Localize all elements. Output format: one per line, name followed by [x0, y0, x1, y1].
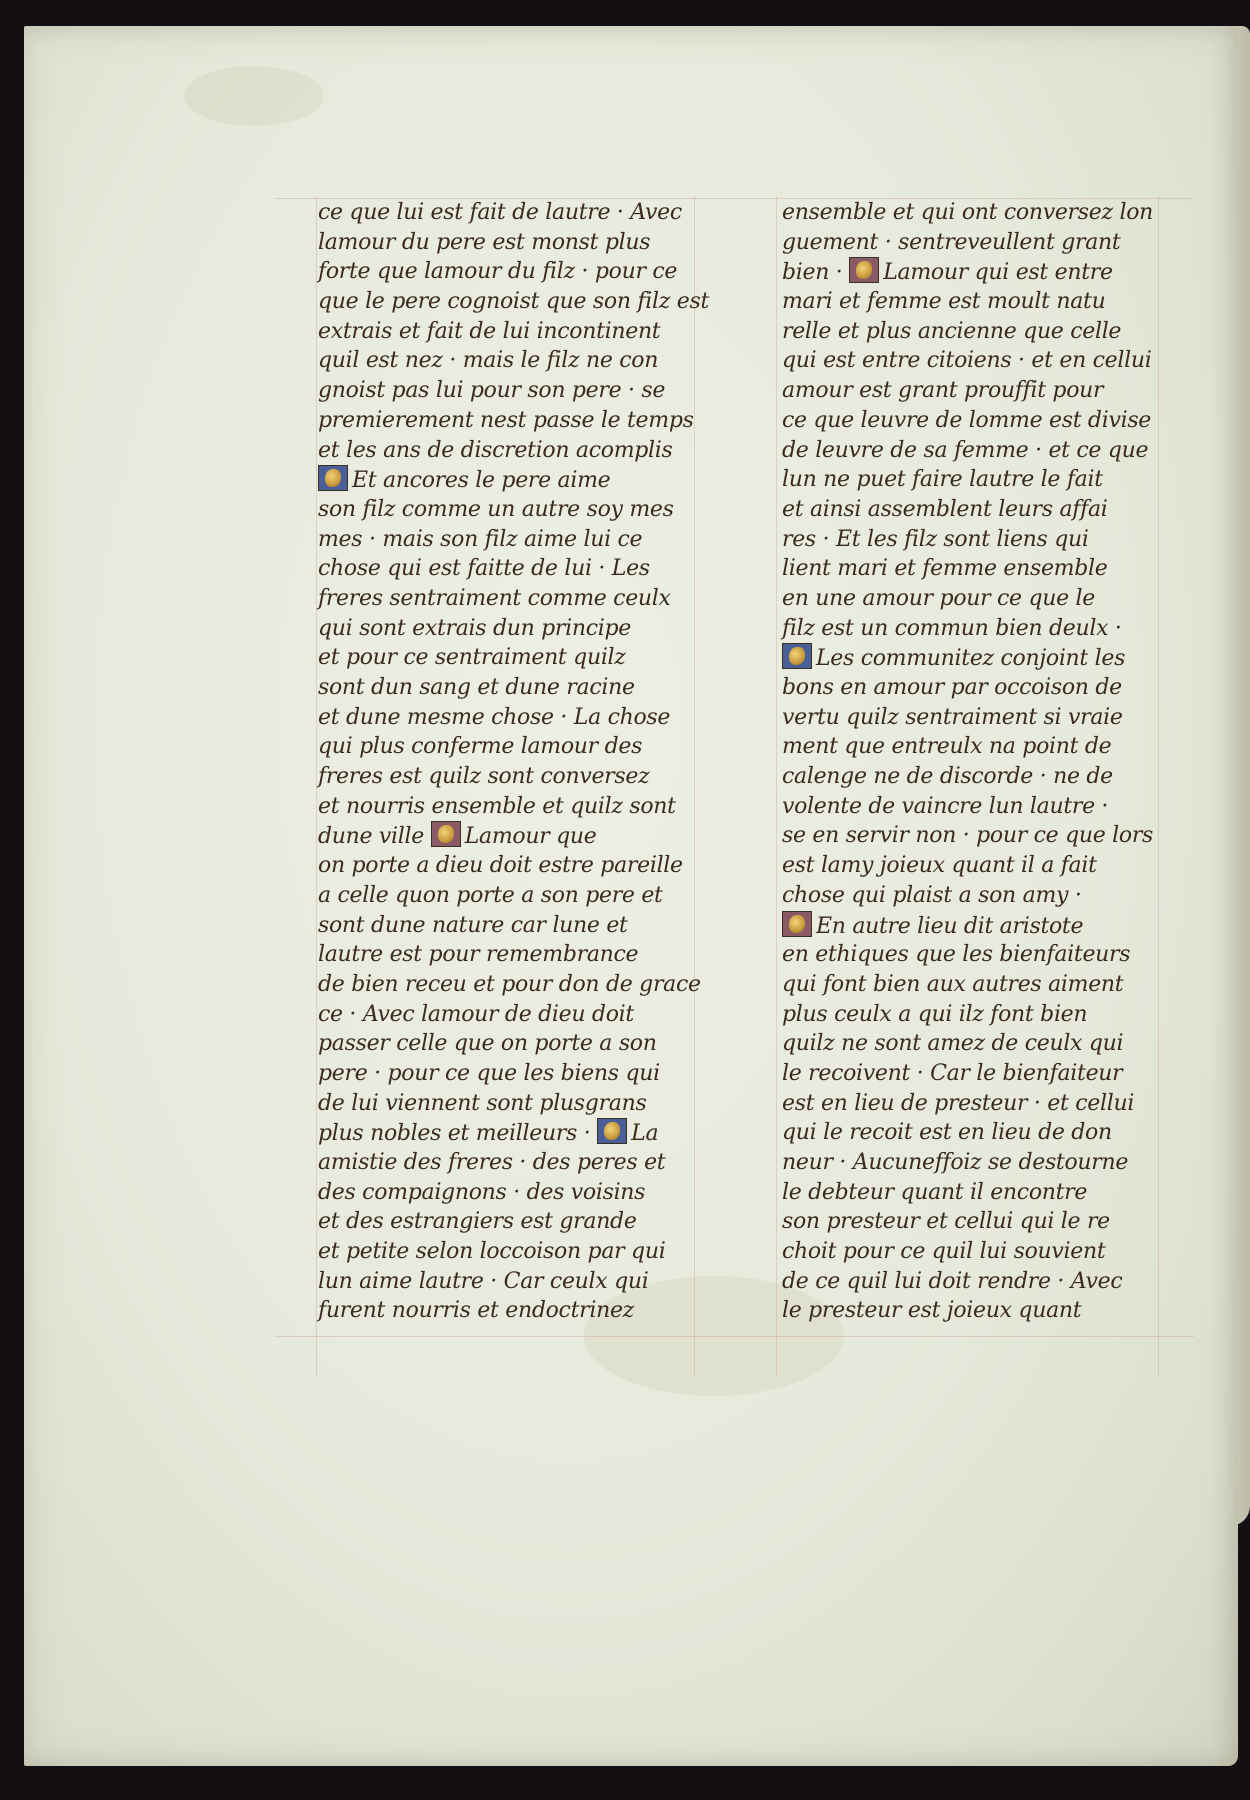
text-line: [782, 228, 1158, 258]
text-line-content: freres sentraiment comme ceulx: [318, 585, 671, 611]
text-line-content: furent nourris et endoctrinez: [318, 1298, 634, 1324]
text-line: [318, 198, 698, 228]
text-line: [318, 406, 698, 436]
text-line: [318, 614, 698, 644]
text-line: [318, 436, 698, 466]
text-line-content: le presteur est joieux quant: [782, 1298, 1082, 1324]
text-column-right: [782, 198, 1158, 1326]
text-line-content: res · Et les filz sont liens qui: [782, 526, 1089, 552]
text-line-content: son presteur et cellui qui le re: [782, 1209, 1110, 1235]
text-line-content: dune ville: [318, 824, 424, 850]
text-line-content: Les communitez conjoint les: [816, 646, 1126, 672]
text-line-content: et les ans de discretion acomplis: [318, 437, 673, 463]
text-line: [782, 317, 1158, 347]
text-line: [318, 287, 709, 317]
text-line-content: de ce quil lui doit rendre · Avec: [782, 1268, 1123, 1294]
text-line: [782, 1118, 1158, 1148]
text-line: [318, 1267, 698, 1297]
text-line-content: choit pour ce quil lui souvient: [782, 1239, 1106, 1265]
text-line-content: premierement nest passe le temps: [318, 407, 694, 433]
text-line-content: qui plus conferme lamour des: [318, 734, 643, 760]
text-line-content: sont dun sang et dune racine: [318, 675, 635, 700]
text-line-content: lamour du pere est monst plus: [318, 229, 651, 255]
text-line-content: ce que lui est fait de lautre · Avec: [318, 200, 682, 225]
text-line: [318, 584, 698, 614]
text-line: [318, 703, 698, 733]
text-line: [318, 821, 698, 851]
text-line-content: bons en amour par occoison de: [782, 675, 1122, 700]
text-line: [318, 970, 701, 1000]
text-line: [318, 1089, 698, 1119]
text-line: [318, 1148, 698, 1178]
text-line-content: sont dune nature car lune et: [318, 912, 628, 938]
text-line: [782, 1267, 1158, 1297]
text-line: [318, 851, 698, 881]
text-line: [782, 851, 1158, 881]
text-line: [782, 614, 1158, 644]
text-line-content: de leuvre de sa femme · et ce que: [782, 437, 1149, 463]
illuminated-initial-icon: [597, 1118, 627, 1144]
illuminated-initial-icon: [782, 643, 812, 669]
text-line-content: des compaignons · des voisins: [318, 1179, 646, 1205]
text-line-content: que le pere cognoist que son filz est: [318, 289, 709, 315]
text-line-content: son filz comme un autre soy mes: [318, 496, 674, 522]
text-line: [782, 792, 1158, 822]
text-line: [318, 346, 698, 376]
text-line: [782, 436, 1158, 466]
text-line-content: et petite selon loccoison par qui: [318, 1239, 666, 1265]
text-column-left: [318, 198, 709, 1326]
text-line: [318, 911, 698, 941]
text-line: [318, 1059, 698, 1089]
text-line: [782, 406, 1158, 436]
text-line-content: est en lieu de presteur · et cellui: [782, 1090, 1135, 1116]
text-line: [318, 1207, 698, 1237]
text-line-content: ment que entreulx na point de: [782, 734, 1112, 760]
text-line-content: lautre est pour remembrance: [318, 942, 639, 968]
text-line: [782, 1059, 1158, 1089]
text-line: [782, 376, 1158, 406]
text-line: [782, 911, 1158, 941]
text-line: [782, 881, 1158, 911]
text-line: [782, 762, 1158, 792]
text-line-content: le debteur quant il encontre: [782, 1179, 1088, 1205]
text-line-content: Et ancores le pere aime: [352, 468, 611, 494]
text-line-content: plus nobles et meilleurs ·: [318, 1121, 591, 1147]
illuminated-initial-icon: [782, 911, 812, 937]
text-line: [318, 881, 698, 911]
text-line-content: de lui viennent sont plusgrans: [318, 1090, 647, 1116]
text-line-content: a celle quon porte a son pere et: [318, 882, 663, 908]
text-line-content: passer celle que on porte a son: [318, 1031, 657, 1057]
text-line-content: pere · pour ce que les biens qui: [318, 1060, 660, 1086]
text-line-content: quil est nez · mais le filz ne con: [318, 348, 659, 374]
text-line: [318, 643, 698, 673]
ruling-line: [274, 1336, 1194, 1337]
text-line-content: extrais et fait de lui incontinent: [318, 318, 661, 344]
text-line-content: filz est un commun bien deulx ·: [782, 615, 1122, 641]
text-line-content: lun ne puet faire lautre le fait: [782, 467, 1103, 493]
text-line: [318, 554, 698, 584]
text-line-content: amistie des freres · des peres et: [318, 1150, 666, 1175]
text-line: [782, 584, 1158, 614]
illuminated-initial-icon: [431, 821, 461, 847]
text-line-content: lient mari et femme ensemble: [782, 556, 1108, 582]
text-line: [782, 1237, 1158, 1267]
text-line-content: en ethiques que les bienfaiteurs: [782, 942, 1131, 968]
text-line-content: et dune mesme chose · La chose: [318, 704, 671, 730]
text-line-content: qui le recoit est en lieu de don: [782, 1120, 1112, 1146]
text-line-content: vertu quilz sentraiment si vraie: [782, 704, 1123, 730]
text-line: [318, 1029, 698, 1059]
text-line-content: freres est quilz sont conversez: [318, 764, 650, 790]
text-line-content: de bien receu et pour don de grace: [318, 971, 701, 997]
text-line-content: chose qui est faitte de lui · Les: [318, 556, 650, 582]
text-line: [318, 673, 698, 703]
text-line-content: gnoist pas lui pour son pere · se: [318, 378, 666, 404]
text-line-content: mes · mais son filz aime lui ce: [318, 526, 643, 552]
text-line: [318, 732, 698, 762]
text-line: [318, 762, 698, 792]
ruling-line: [1158, 196, 1159, 1376]
text-line: [782, 1296, 1158, 1326]
text-line: [782, 732, 1158, 762]
ruling-line: [776, 196, 777, 1376]
text-line: [318, 525, 698, 555]
text-line-content: et nourris ensemble et quilz sont: [318, 793, 676, 819]
text-line: [782, 257, 1158, 287]
text-line: [318, 317, 698, 347]
text-line-content: est lamy joieux quant il a fait: [782, 853, 1097, 879]
text-line: [782, 1178, 1158, 1208]
text-line-content: se en servir non · pour ce que lors: [782, 823, 1154, 849]
text-line: [318, 495, 698, 525]
text-line-content: forte que lamour du filz · pour ce: [318, 259, 678, 285]
text-line-content: ensemble et qui ont conversez lon: [782, 200, 1154, 225]
text-line: [782, 198, 1158, 228]
text-line-content: qui est entre citoiens · et en cellui: [782, 348, 1152, 374]
text-line: [318, 1178, 698, 1208]
parchment-stain: [184, 66, 324, 126]
text-line: [782, 970, 1158, 1000]
text-line: [782, 287, 1158, 317]
text-line: [782, 1029, 1158, 1059]
illuminated-initial-icon: [849, 257, 879, 283]
text-line-continuation: Lamour que: [464, 824, 597, 850]
text-line-content: quilz ne sont amez de ceulx qui: [782, 1031, 1124, 1057]
text-line: [782, 821, 1158, 851]
text-line-content: amour est grant prouffit pour: [782, 378, 1104, 404]
text-line: [318, 1000, 698, 1030]
text-line: [318, 1296, 698, 1326]
text-line: [782, 1000, 1158, 1030]
text-line: [318, 376, 698, 406]
text-line: [318, 257, 698, 287]
text-line-content: neur · Aucuneffoiz se destourne: [782, 1150, 1129, 1175]
text-line-content: bien ·: [782, 260, 843, 286]
text-line: [782, 525, 1158, 555]
text-line-content: ce · Avec lamour de dieu doit: [318, 1001, 634, 1027]
text-line: [782, 346, 1158, 376]
text-line: [318, 1237, 698, 1267]
text-line: [318, 228, 698, 258]
text-line-continuation: Lamour qui est entre: [883, 260, 1113, 286]
text-line-content: et des estrangiers est grande: [318, 1209, 637, 1235]
text-line: [782, 465, 1158, 495]
text-line: [782, 1207, 1158, 1237]
text-line-content: En autre lieu dit aristote: [816, 913, 1084, 939]
text-line: [782, 940, 1158, 970]
illuminated-initial-icon: [318, 465, 348, 491]
text-line-content: on porte a dieu doit estre pareille: [318, 853, 683, 879]
text-line: [782, 1089, 1158, 1119]
text-line-content: ce que leuvre de lomme est divise: [782, 407, 1152, 433]
text-line-content: volente de vaincre lun lautre ·: [782, 793, 1109, 819]
text-line-content: et ainsi assemblent leurs affai: [782, 496, 1108, 522]
text-line: [318, 792, 698, 822]
text-line-content: relle et plus ancienne que celle: [782, 318, 1122, 344]
ruling-line: [316, 196, 317, 1376]
text-line-content: chose qui plaist a son amy ·: [782, 882, 1082, 908]
text-line: [782, 495, 1158, 525]
text-line: [782, 1148, 1158, 1178]
text-line: [318, 1118, 698, 1148]
text-line-content: en une amour pour ce que le: [782, 585, 1095, 611]
text-line: [318, 465, 698, 495]
text-line-content: calenge ne de discorde · ne de: [782, 764, 1113, 790]
text-line-content: qui sont extrais dun principe: [318, 615, 632, 641]
text-line: [782, 643, 1158, 673]
text-line: [318, 940, 698, 970]
text-line: [782, 673, 1158, 703]
text-line-content: le recoivent · Car le bienfaiteur: [782, 1060, 1123, 1086]
text-line-continuation: La: [631, 1121, 659, 1147]
text-line-content: guement · sentreveullent grant: [782, 229, 1121, 255]
text-line-content: mari et femme est moult natu: [782, 289, 1106, 315]
text-line-content: plus ceulx a qui ilz font bien: [782, 1001, 1088, 1027]
text-line-content: lun aime lautre · Car ceulx qui: [318, 1268, 649, 1294]
text-line-content: qui font bien aux autres aiment: [782, 971, 1124, 997]
text-line: [782, 703, 1158, 733]
text-line-content: et pour ce sentraiment quilz: [318, 645, 626, 671]
text-line: [782, 554, 1158, 584]
